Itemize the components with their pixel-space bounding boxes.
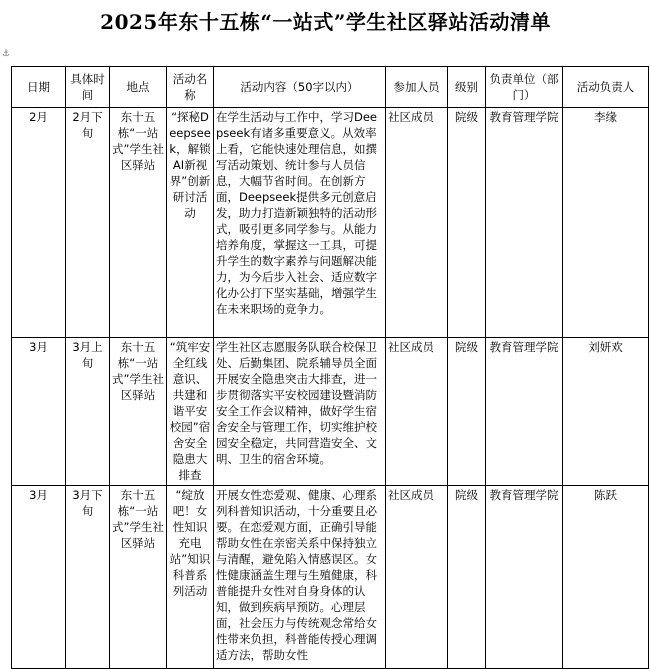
cell-name: “筑牢安全红线意识、共建和谐平安校园”宿舍安全隐患大排查	[167, 338, 214, 486]
header-place: 地点	[110, 67, 167, 108]
header-participants: 参加人员	[386, 67, 448, 108]
header-level: 级别	[448, 67, 486, 108]
header-time: 具体时间	[66, 67, 110, 108]
table-row	[12, 486, 649, 669]
header-leader: 活动负责人	[563, 67, 649, 108]
header-row	[12, 67, 649, 108]
header-content: 活动内容（50字以内）	[214, 67, 386, 108]
activity-table	[11, 66, 649, 669]
table-row	[12, 108, 649, 338]
cell-participants: 社区成员	[386, 486, 448, 669]
header-unit: 负责单位（部门）	[486, 67, 563, 108]
cell-leader: 陈跃	[563, 486, 649, 669]
cell-participants: 社区成员	[386, 338, 448, 486]
cell-content: 在学生活动与工作中，学习Deepseek有诸多重要意义。从效率上看，它能快速处理信息，如撰写活动策划、统计参与人员信息，大幅节省时间。在创新方面，Deepseek提供多元创意启发，助力打造新颖独特的活动形式，吸引更多同学参与。从能力培养角度，掌握这一工具，可提升学生的数字素养与问题解决能力，为今后步入社会、适应数字化办公打下坚实基础，增强学生在未来职场的竞争力。	[214, 108, 386, 338]
cell-date: 3月	[12, 486, 66, 669]
cell-content: 开展女性恋爱观、健康、心理系列科普知识活动，十分重要且必要。在恋爱观方面，正确引导能帮助女性在亲密关系中保持独立与清醒，避免陷入情感误区。女性健康涵盖生理与生殖健康，科普能提升女性对自身身体的认知，做到疾病早预防。心理层面，社会压力与传统观念常给女性带来负担，科普能传授心理调适方法，帮助女性	[214, 486, 386, 669]
cell-name: “探秘Deepseek，解锁AI新视界”创新研讨活动	[167, 108, 214, 338]
anchor-icon: ⚓	[2, 49, 11, 59]
cell-time: 3月上旬	[66, 338, 110, 486]
cell-participants: 社区成员	[386, 108, 448, 338]
document-title: 2025年东十五栋“一站式”学生社区驿站活动清单	[100, 10, 551, 34]
cell-content: 学生社区志愿服务队联合校保卫处、后勤集团、院系辅导员全面开展安全隐患突击大排查，进一步贯彻落实平安校园建设暨消防安全工作会议精神，做好学生宿舍安全与管理工作，切实维护校园安全稳定，共同营造安全、文明、卫生的宿舍环境。	[214, 338, 386, 486]
cell-place: 东十五栋“一站式”学生社区驿站	[110, 486, 167, 669]
cell-unit: 教育管理学院	[486, 486, 563, 669]
cell-name: “绽放吧！女性知识充电站”知识科普系列活动	[167, 486, 214, 669]
cell-date: 3月	[12, 338, 66, 486]
header-date: 日期	[12, 67, 66, 108]
cell-unit: 教育管理学院	[486, 338, 563, 486]
cell-level: 院级	[448, 486, 486, 669]
table-row	[12, 338, 649, 486]
cell-unit: 教育管理学院	[486, 108, 563, 338]
cell-time: 2月下旬	[66, 108, 110, 338]
header-name: 活动名称	[167, 67, 214, 108]
cell-leader: 刘妍欢	[563, 338, 649, 486]
cell-time: 3月下旬	[66, 486, 110, 669]
cell-place: 东十五栋“一站式”学生社区驿站	[110, 338, 167, 486]
cell-date: 2月	[12, 108, 66, 338]
cell-leader: 李缘	[563, 108, 649, 338]
cell-place: 东十五栋“一站式”学生社区驿站	[110, 108, 167, 338]
cell-level: 院级	[448, 338, 486, 486]
cell-level: 院级	[448, 108, 486, 338]
